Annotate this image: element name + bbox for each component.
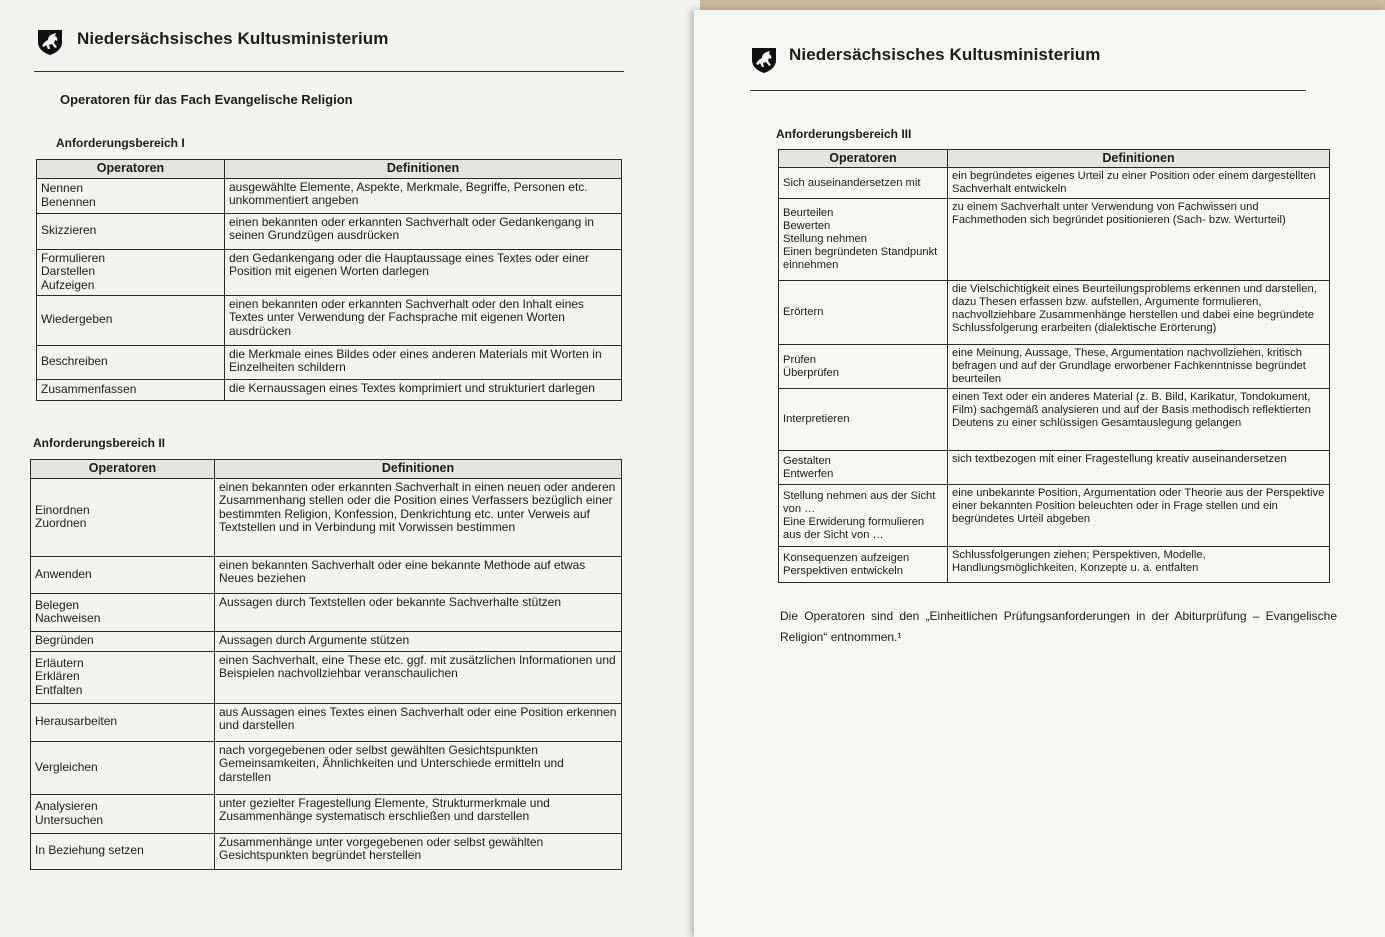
table-row [779,281,1330,345]
column-header-operators: Operatoren [31,460,215,479]
definition-cell: unter gezielter Fragestellung Elemente, Strukturmerkmale und Zusammenhänge systematisch erschließen und darstellen [215,794,622,833]
column-header-operators: Operatoren [779,150,948,168]
header-divider [34,71,624,72]
operator-cell: Nennen Benennen [37,178,225,213]
table-row [779,389,1330,451]
operator-cell: Konsequenzen aufzeigen Perspektiven entwickeln [779,547,948,583]
section-heading-3: Anforderungsbereich III [776,127,912,141]
operator-cell: Herausarbeiten [31,703,215,741]
table-row [779,451,1330,485]
table-row [31,703,622,741]
column-header-definitions: Definitionen [215,460,622,479]
operator-cell: Anwenden [31,556,215,593]
operator-cell: Formulieren Darstellen Aufzeigen [37,249,225,295]
operator-cell: Erläutern Erklären Entfalten [31,651,215,703]
definition-cell: den Gedankengang oder die Hauptaussage eines Textes oder einer Position mit eigenen Worten darlegen [225,249,622,295]
definition-cell: Aussagen durch Textstellen oder bekannte Sachverhalte stützen [215,593,622,631]
table-row [31,556,622,593]
operator-cell: Interpretieren [779,389,948,451]
operator-cell: Prüfen Überprüfen [779,345,948,389]
definition-cell: aus Aussagen eines Textes einen Sachverhalt oder eine Position erkennen und darstellen [215,703,622,741]
operator-cell: Begründen [31,631,215,651]
operators-table-1 [36,159,622,401]
operator-cell: Wiedergeben [37,295,225,345]
table-row [37,213,622,249]
operators-table-2 [30,459,622,870]
definition-cell: Schlussfolgerungen ziehen; Perspektiven, Modelle, Handlungsmöglichkeiten, Konzepte u. a. entfalten [948,547,1330,583]
definition-cell: nach vorgegebenen oder selbst gewählten Gesichtspunkten Gemeinsamkeiten, Ähnlichkeiten und Unterschiede ermitteln und darstellen [215,741,622,794]
table-row [31,794,622,833]
operator-cell: Erörtern [779,281,948,345]
operator-cell: Skizzieren [37,213,225,249]
table-row [31,478,622,556]
operator-cell: Stellung nehmen aus der Sicht von … Eine Erwiderung formulieren aus der Sicht von … [779,485,948,547]
section-heading-1: Anforderungsbereich I [56,136,185,150]
table-row [31,741,622,794]
definition-cell: einen bekannten oder erkannten Sachverhalt oder den Inhalt eines Textes unter Verwendung der Fachsprache mit eigenen Worten ausdrücken [225,295,622,345]
column-header-operators: Operatoren [37,160,225,179]
definition-cell: eine unbekannte Position, Argumentation oder Theorie aus der Perspektive einer bekannten Position beleuchten oder in Frage stellen und ein begründetes Urteil abgeben [948,485,1330,547]
definition-cell: zu einem Sachverhalt unter Verwendung von Fachwissen und Fachmethoden sich begründet positionieren (Sach- bzw. Werturteil) [948,199,1330,281]
operator-cell: Beschreiben [37,345,225,379]
definition-cell: die Merkmale eines Bildes oder eines anderen Materials mit Worten in Einzelheiten schildern [225,345,622,379]
definition-cell: ausgewählte Elemente, Aspekte, Merkmale, Begriffe, Personen etc. unkommentiert angeben [225,178,622,213]
definition-cell: einen bekannten Sachverhalt oder eine bekannte Methode auf etwas Neues beziehen [215,556,622,593]
section-heading-2: Anforderungsbereich II [33,436,166,450]
ministry-name: Niedersächsisches Kultusministerium [77,29,389,48]
definition-cell: die Kernaussagen eines Textes komprimiert und strukturiert darlegen [225,379,622,400]
table-row [37,345,622,379]
table-row [31,833,622,869]
operators-table-3 [778,149,1330,583]
header-divider [750,90,1306,91]
table-row [37,379,622,400]
table-row [37,178,622,213]
definition-cell: einen bekannten oder erkannten Sachverhalt oder Gedankengang in seinen Grundzügen ausdrücken [225,213,622,249]
definition-cell: einen Text oder ein anderes Material (z. B. Bild, Karikatur, Tondokument, Film) sachgemäß analysieren und auf der Basis methodisch reflektierten Deutens zu einer schlüssigen Gesamtauslegung gelangen [948,389,1330,451]
definition-cell: sich textbezogen mit einer Fragestellung kreativ auseinandersetzen [948,451,1330,485]
operator-cell: In Beziehung setzen [31,833,215,869]
column-header-definitions: Definitionen [948,150,1330,168]
operator-cell: Gestalten Entwerfen [779,451,948,485]
table-row [31,593,622,631]
document-page-right [694,10,1385,937]
document-title: Operatoren für das Fach Evangelische Religion [60,92,353,107]
table-row [37,249,622,295]
definition-cell: eine Meinung, Aussage, These, Argumentation nachvollziehen, kritisch befragen und auf der Grundlage erworbener Fachkenntnisse begründet beurteilen [948,345,1330,389]
definition-cell: einen Sachverhalt, eine These etc. ggf. mit zusätzlichen Informationen und Beispielen nachvollziehbar veranschaulichen [215,651,622,703]
table-row [779,485,1330,547]
column-header-definitions: Definitionen [225,160,622,179]
table-row [31,651,622,703]
table-row [779,345,1330,389]
definition-cell: Aussagen durch Argumente stützen [215,631,622,651]
operator-cell: Belegen Nachweisen [31,593,215,631]
operator-cell: Sich auseinandersetzen mit [779,168,948,199]
table-row [779,547,1330,583]
definition-cell: Zusammenhänge unter vorgegebenen oder selbst gewählten Gesichtspunkten begründet herstellen [215,833,622,869]
table-row [31,631,622,651]
ministry-name: Niedersächsisches Kultusministerium [789,45,1101,64]
definition-cell: einen bekannten oder erkannten Sachverhalt in einen neuen oder anderen Zusammenhang stellen oder die Position eines Verfassers bezüglich einer bestimmten Religion, Konfession, Denkrichtung etc. unter Verweis auf Textstellen und in Verbindung mit Vorwissen bestimmen [215,478,622,556]
operator-cell: Zusammenfassen [37,379,225,400]
definition-cell: ein begründetes eigenes Urteil zu einer Position oder einem dargestellten Sachverhalt entwickeln [948,168,1330,199]
operator-cell: Vergleichen [31,741,215,794]
table-row [37,295,622,345]
operator-cell: Beurteilen Bewerten Stellung nehmen Einen begründeten Standpunkt einnehmen [779,199,948,281]
source-footnote: Die Operatoren sind den „Einheitlichen Prüfungsanforderungen in der Abiturprüfung – Evangelische Religion“ entnommen.¹ [780,609,1337,644]
lower-saxony-horse-logo-icon [36,28,64,56]
operator-cell: Analysieren Untersuchen [31,794,215,833]
table-row [779,199,1330,281]
operator-cell: Einordnen Zuordnen [31,478,215,556]
definition-cell: die Vielschichtigkeit eines Beurteilungsproblems erkennen und darstellen, dazu Thesen erfassen bzw. aufstellen, Argumente formulieren, nachvollziehbare Zusammenhänge herstellen und dabei eine begründete Schlussfolgerung erarbeiten (dialektische Erörterung) [948,281,1330,345]
lower-saxony-horse-logo-icon [750,46,778,74]
table-row [779,168,1330,199]
